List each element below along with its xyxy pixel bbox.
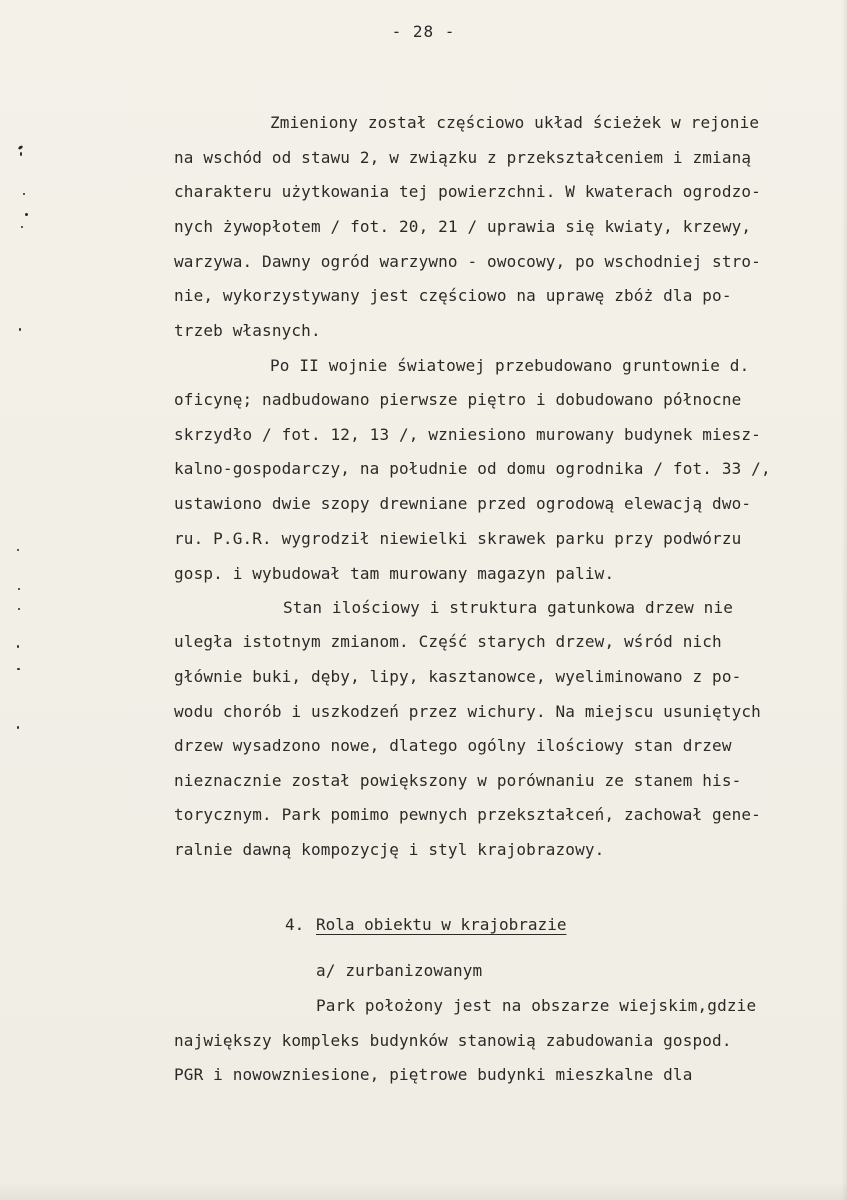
text-line: trzeb własnych. — [174, 321, 321, 340]
scan-speck — [17, 549, 19, 551]
scan-speck — [19, 328, 21, 331]
text-line: nych żywopłotem / fot. 20, 21 / uprawia się kwiaty, krzewy, — [174, 217, 752, 236]
text-line: oficynę; nadbudowano pierwsze piętro i dobudowano północne — [174, 390, 742, 409]
scan-speck — [25, 213, 28, 216]
text-line: wodu chorób i uszkodzeń przez wichury. Na miejscu usuniętych — [174, 702, 761, 721]
text-line: Stan ilościowy i struktura gatunkowa drzew nie — [283, 598, 734, 617]
scan-speck — [18, 608, 20, 610]
text-line: nie, wykorzystywany jest częściowo na uprawę zbóż dla po- — [174, 286, 732, 305]
text-line: Po II wojnie światowej przebudowano gruntownie d. — [270, 356, 750, 375]
text-line: ustawiono dwie szopy drewniane przed ogrodową elewacją dwo- — [174, 494, 752, 513]
scan-speck — [23, 193, 25, 195]
text-line: skrzydło / fot. 12, 13 /, wzniesiono murowany budynek miesz- — [174, 425, 761, 444]
section-title: Rola obiektu w krajobrazie — [316, 915, 567, 934]
text-line: torycznym. Park pomimo pewnych przekształceń, zachował gene- — [174, 805, 761, 824]
text-line: ru. P.G.R. wygrodził niewielki skrawek parku przy podwórzu — [174, 529, 742, 548]
text-line: ralnie dawną kompozycję i styl krajobrazowy. — [174, 840, 605, 859]
text-line: na wschód od stawu 2, w związku z przekształceniem i zmianą — [174, 148, 752, 167]
text-line: kalno-gospodarczy, na południe od domu ogrodnika / fot. 33 /, — [174, 459, 771, 478]
section-number: 4. — [285, 915, 305, 934]
scan-speck — [17, 726, 19, 729]
text-line: Park położony jest na obszarze wiejskim,gdzie — [316, 996, 757, 1015]
page-number: - 28 - — [391, 22, 456, 41]
subsection-label: a/ zurbanizowanym — [316, 961, 483, 980]
text-line: PGR i nowowzniesione, piętrowe budynki mieszkalne dla — [174, 1065, 693, 1084]
text-line: gosp. i wybudował tam murowany magazyn paliw. — [174, 564, 615, 583]
text-line: uległa istotnym zmianom. Część starych drzew, wśród nich — [174, 632, 722, 651]
text-line: Zmieniony został częściowo układ ścieżek w rejonie — [270, 113, 760, 132]
scan-speck — [17, 645, 19, 648]
text-line: charakteru użytkowania tej powierzchni. W kwaterach ogrodzo- — [174, 182, 761, 201]
scan-speck — [18, 588, 20, 590]
page-edge-shadow — [841, 0, 847, 1200]
text-line: głównie buki, dęby, lipy, kasztanowce, wyeliminowano z po- — [174, 667, 742, 686]
scan-speck — [20, 152, 22, 156]
page-bottom-edge — [0, 1182, 847, 1200]
scan-speck — [17, 668, 20, 670]
text-line: warzywa. Dawny ogród warzywno - owocowy, po wschodniej stro- — [174, 252, 761, 271]
text-line: drzew wysadzono nowe, dlatego ogólny ilościowy stan drzew — [174, 736, 732, 755]
scan-speck — [18, 145, 24, 150]
text-line: nieznacznie został powiększony w porównaniu ze stanem his- — [174, 771, 742, 790]
text-line: największy kompleks budynków stanowią zabudowania gospod. — [174, 1031, 732, 1050]
scan-speck — [21, 226, 23, 228]
